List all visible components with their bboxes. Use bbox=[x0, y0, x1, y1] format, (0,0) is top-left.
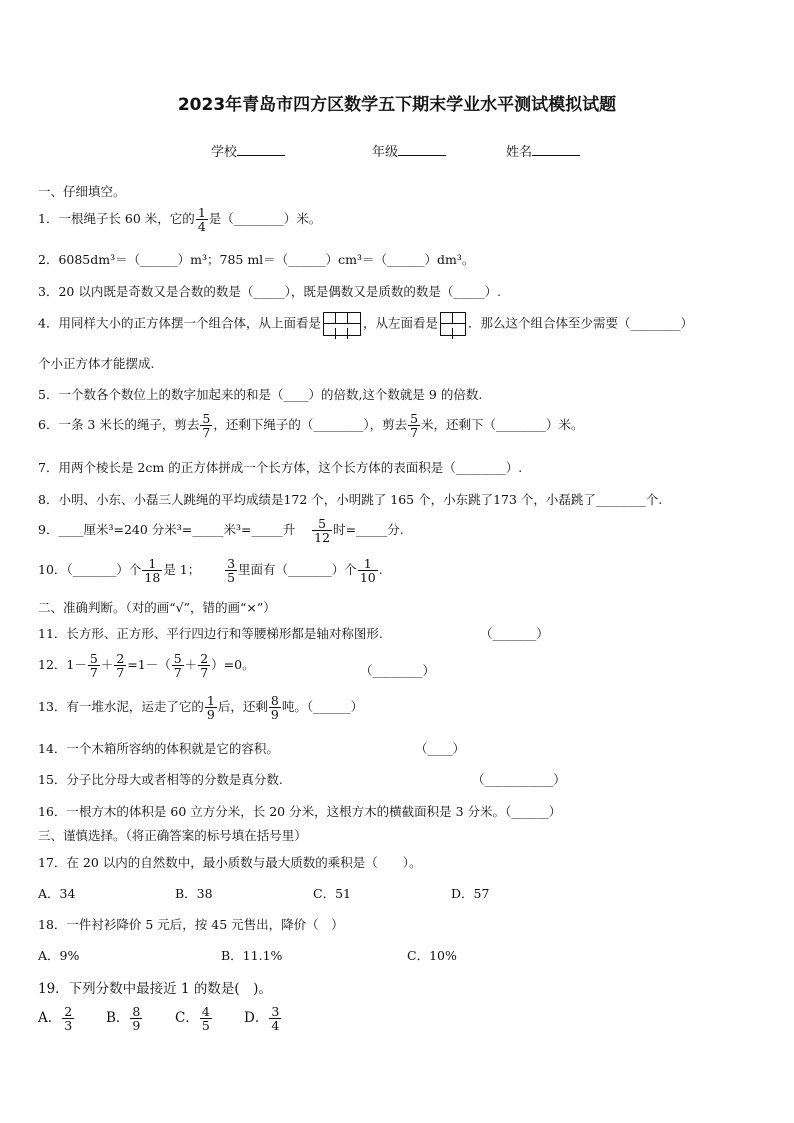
question-13: 13．有一堆水泥，运走了它的 $\frac{1}{9}$ 后，还剩 $\frac{8}{9}$ 吨。（______） bbox=[38, 693, 364, 722]
fraction: $\frac{5}{7}$ bbox=[410, 411, 419, 440]
question-1: 1．一根绳子长 60 米，它的 $\frac{1}{4}$ 是（________）米。 bbox=[38, 205, 322, 234]
question-8: 8．小明、小东、小磊三人跳绳的平均成绩是172 个，小明跳了 165 个，小东跳了173 个，小磊跳了________个. bbox=[38, 492, 663, 507]
question-17: 17．在 20 以内的自然数中，最小质数与最大质数的乘积是（ ）。 bbox=[38, 855, 422, 870]
top-view-figure bbox=[323, 312, 361, 336]
question-15: 15．分子比分母大或者相等的分数是真分数. bbox=[38, 772, 283, 787]
name-blank[interactable] bbox=[532, 144, 580, 156]
question-3: 3．20 以内既是奇数又是合数的数是（_____），既是偶数又是质数的数是（_____）. bbox=[38, 284, 502, 299]
fraction: $\frac{5}{12}$ bbox=[314, 516, 331, 545]
name-field[interactable] bbox=[506, 141, 580, 160]
question-12: 12．1－ $\frac{5}{7}$ ＋ $\frac{2}{7}$ =1－（ $\frac{5}{7}$ ＋ $\frac{2}{7}$ ）=0。 bbox=[38, 651, 255, 680]
section-1-heading: 一、仔细填空。 bbox=[38, 184, 126, 199]
fraction: $\frac{1}{18}$ bbox=[144, 556, 161, 585]
fraction: $\frac{3}{4}$ bbox=[271, 1004, 280, 1033]
school-field[interactable] bbox=[211, 141, 285, 160]
answer-blank-11[interactable]: （_______） bbox=[480, 626, 549, 641]
question-14: 14．一个木箱所容纳的体积就是它的容积。 bbox=[38, 741, 279, 756]
option-17-d[interactable]: D．57 bbox=[451, 886, 490, 901]
fraction: $\frac{2}{3}$ bbox=[64, 1004, 73, 1033]
answer-blank-15[interactable]: （___________） bbox=[472, 772, 566, 787]
option-19-d[interactable]: D． $\frac{3}{4}$ bbox=[244, 1004, 280, 1033]
option-18-b[interactable]: B．11.1% bbox=[221, 948, 283, 963]
option-17-b[interactable]: B．38 bbox=[175, 886, 213, 901]
option-19-a[interactable]: A． $\frac{2}{3}$ bbox=[38, 1004, 73, 1033]
fraction: $\frac{8}{9}$ bbox=[132, 1004, 141, 1033]
fraction: $\frac{5}{7}$ bbox=[202, 411, 211, 440]
school-label: 学校 bbox=[211, 145, 238, 160]
fraction: $\frac{8}{9}$ bbox=[270, 693, 279, 722]
question-10: 10．（_______）个 $\frac{1}{18}$ 是 1； $\frac{3}{5}$ 里面有（_______）个 $\frac{1}{10}$ . bbox=[38, 556, 383, 585]
fraction: $\frac{3}{5}$ bbox=[227, 556, 236, 585]
question-4: 4．用同样大小的正方体摆一个组合体，从上面看是 ，从左面看是 ．那么这个组合体至少需要（________） bbox=[38, 312, 693, 336]
fraction: $\frac{5}{7}$ bbox=[173, 651, 182, 680]
fraction: $\frac{5}{7}$ bbox=[89, 651, 98, 680]
grade-blank[interactable] bbox=[398, 144, 446, 156]
name-label: 姓名 bbox=[506, 145, 533, 160]
fraction: $\frac{1}{10}$ bbox=[359, 556, 376, 585]
answer-blank-12[interactable]: （________） bbox=[360, 663, 436, 678]
question-16: 16．一根方木的体积是 60 立方分米，长 20 分米，这根方木的横截面积是 3 分米。（______） bbox=[38, 804, 562, 819]
question-7: 7．用两个棱长是 2cm 的正方体拼成一个长方体，这个长方体的表面积是（________）. bbox=[38, 460, 523, 475]
option-17-c[interactable]: C．51 bbox=[313, 886, 351, 901]
left-view-figure bbox=[440, 312, 466, 336]
fraction: $\frac{2}{7}$ bbox=[116, 651, 125, 680]
school-blank[interactable] bbox=[237, 144, 285, 156]
grade-field[interactable] bbox=[372, 141, 446, 160]
fraction: $\frac{4}{5}$ bbox=[201, 1004, 210, 1033]
option-19-c[interactable]: C． $\frac{4}{5}$ bbox=[175, 1004, 210, 1033]
question-6: 6．一条 3 米长的绳子，剪去 $\frac{5}{7}$ ，还剩下绳子的（________），剪去 $\frac{5}{7}$ 米，还剩下（________）米。 bbox=[38, 411, 584, 440]
answer-blank-14[interactable]: （____） bbox=[415, 741, 466, 756]
section-3-heading: 三、谨慎选择。（将正确答案的标号填在括号里） bbox=[38, 828, 307, 843]
question-11: 11．长方形、正方形、平行四边行和等腰梯形都是轴对称图形. bbox=[38, 626, 383, 641]
question-19: 19．下列分数中最接近 1 的数是( )。 bbox=[38, 981, 272, 997]
option-18-a[interactable]: A．9% bbox=[38, 948, 80, 963]
grade-label: 年级 bbox=[372, 145, 399, 160]
option-18-c[interactable]: C．10% bbox=[407, 948, 457, 963]
page-title: 2023年青岛市四方区数学五下期末学业水平测试模拟试题 bbox=[177, 95, 617, 115]
fraction: $\frac{2}{7}$ bbox=[200, 651, 209, 680]
section-2-heading: 二、准确判断。（对的画“√”，错的画“×”） bbox=[38, 600, 276, 615]
option-19-b[interactable]: B． $\frac{8}{9}$ bbox=[106, 1004, 141, 1033]
question-4-continued: 个小正方体才能摆成. bbox=[38, 356, 155, 371]
option-17-a[interactable]: A．34 bbox=[38, 886, 76, 901]
question-18: 18．一件衬衫降价 5 元后，按 45 元售出，降价（ ） bbox=[38, 917, 344, 932]
question-5: 5．一个数各个数位上的数字加起来的和是（____）的倍数,这个数就是 9 的倍数. bbox=[38, 387, 483, 402]
fraction: $\frac{1}{9}$ bbox=[206, 693, 215, 722]
fraction: $\frac{1}{4}$ bbox=[197, 205, 206, 234]
question-9: 9．____厘米³=240 分米³=_____米³=_____升 $\frac{5}{12}$ 时=_____分. bbox=[38, 516, 404, 545]
question-2: 2．6085dm³＝（______）m³；785 ml＝（______）cm³＝（______）dm³。 bbox=[38, 252, 475, 267]
